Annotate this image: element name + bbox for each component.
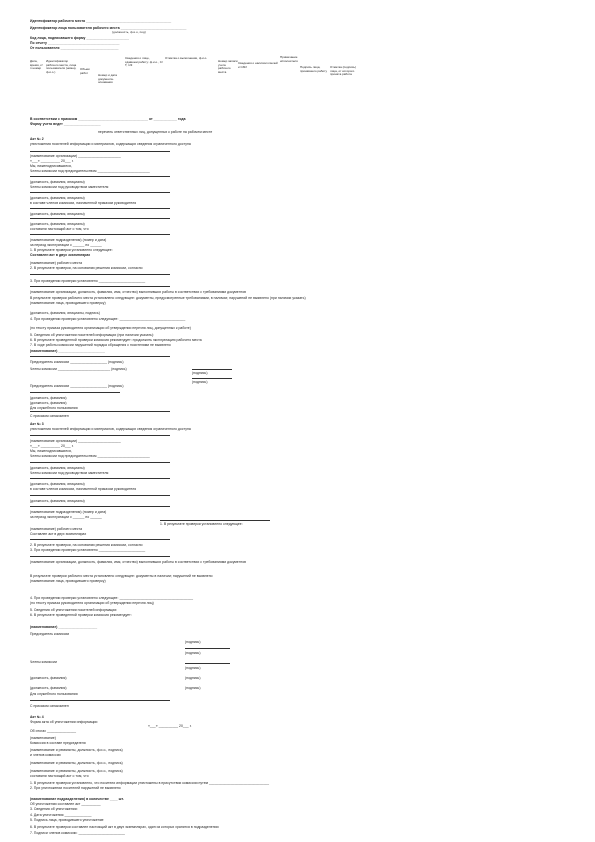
bottom-line-4: (наименование) [30, 736, 56, 740]
body-line-39: Для служебного пользования [30, 406, 78, 410]
body-line-12: в составе членов комиссии, назначенной приказом руководителя [30, 201, 137, 205]
mid-line-27: Члены комиссии [30, 660, 57, 664]
rule [30, 208, 170, 209]
body-line-3: Акт № 2 [30, 137, 44, 141]
body-line-32: (наименование) ________________________ [30, 349, 105, 353]
mid-line-14: (наименование) рабочего места [30, 527, 83, 531]
body-line-4: уничтожения носителей информации и материалов, содержащих сведения ограниченного доступа [30, 142, 191, 146]
body-line-23: (наименование организации, должность, фамилия, имя, отчество) выполнивших работы в соответствии с требованиями документов [30, 290, 247, 294]
bottom-line-17: 5. Подпись лица, проводившего уничтожение [30, 818, 104, 822]
body-line-16: (наименование подразделения) (номер и дата) [30, 238, 107, 242]
table-header-8: Примечание исполнителя [280, 55, 298, 63]
bottom-line-0: Акт № 4 [30, 715, 44, 719]
body-line-36: (подпись) [192, 380, 208, 384]
table-header-10: Отметка (подпись) лица, от которого принята работа [330, 65, 356, 77]
body-line-20: (наименование) рабочего места [30, 261, 83, 265]
bottom-line-12: 2. При уничтожении носителей нарушений не выявлено [30, 786, 121, 790]
mid-line-19: В результате проверки рабочего места установлено следующее: документы в наличии; нарушений не выявлено [30, 574, 213, 578]
mid-line-25: (наименование) ____________________ [30, 625, 98, 629]
mid-line-4: Мы, нижеподписавшиеся, [30, 449, 72, 453]
body-line-37: (должность, фамилия) [30, 396, 67, 400]
mid-line-0: Акт № 3 [30, 422, 44, 426]
rule [160, 520, 270, 521]
mid-sig-3: (подпись) [185, 666, 201, 670]
bottom-line-1: Форма акта об уничтожении информации [30, 720, 98, 724]
mid-line-28: (должность, фамилия) [30, 676, 67, 680]
mid-line-22: (по тексту приказа руководителя организации об утверждении перечня лиц) [30, 601, 154, 605]
body-line-34: Члены комиссии ___________________________ (подпись) [30, 367, 127, 371]
table-header-9: Подпись лица, принявшего работу [300, 65, 328, 73]
rule [30, 462, 170, 463]
mid-sig-1: (подпись) [185, 640, 201, 644]
rule [192, 369, 232, 370]
mid-line-18: (наименование организации, должность, фамилия, имя, отчество) выполнивших работы в соответствии с требованиями документов [30, 560, 247, 564]
bottom-line-10: составили настоящий акт о том, что [30, 774, 89, 778]
mid-line-30: Для служебного пользования [30, 692, 78, 696]
rule [30, 435, 170, 436]
rule [30, 234, 170, 235]
body-line-27: 4. При проведении проверки установлено следующее: __________________________________ [30, 317, 186, 321]
body-line-29: 5. Сведения об уничтожении носителей информации (при наличии указать): [30, 333, 155, 337]
header-line-1: Идентификатор рабочего места ____________________________________________ [30, 19, 172, 23]
rule [30, 392, 120, 393]
rule [30, 176, 170, 177]
body-line-28: (по тексту приказа руководителя организации об утверждении перечня лиц, допущенных к работе) [30, 326, 191, 330]
body-line-10: Члены комиссии под руководством заместителя [30, 185, 109, 189]
table-header-5: Отметка о выполнении, ф.и.о. [165, 56, 208, 60]
bottom-line-6: (наименование и реквизиты, должность, ф.и.о., подпись) [30, 748, 123, 752]
table-header-6: Номер записи учета рабочего места [218, 59, 238, 74]
mid-sig-5: (подпись) [185, 686, 201, 690]
rule [30, 218, 170, 219]
bottom-line-15: 3. Сведения об уничтожении: [30, 807, 78, 811]
body-line-13: (должность, фамилия, инициалы) [30, 212, 85, 216]
body-line-26: (должность, фамилия, инициалы, подпись) [30, 311, 100, 315]
mid-line-15: Составлен акт в двух экземплярах [30, 532, 87, 536]
header-line-5: От пользователя ______________________________ [30, 46, 119, 50]
mid-line-16: 2. В результате проверки, на основании решения комиссии, согласно [30, 543, 143, 547]
body-line-33: Председатель комиссии ___________________ (подпись) [30, 360, 124, 364]
mid-line-5: Члены комиссии под председательством ___________________________ [30, 454, 150, 458]
rule [30, 495, 170, 496]
bottom-line-14: Об уничтожении составлен акт __________ [30, 802, 101, 806]
table-header-3: Номер и дата документа-основания [98, 73, 117, 85]
mid-line-31: С приказом ознакомлен [30, 704, 69, 708]
body-line-14: (должность, фамилия, инициалы) [30, 222, 85, 226]
table-header-2: Объем работ [80, 67, 90, 75]
body-line-22: 3. При проведении проверки установлено ________________________ [30, 279, 146, 283]
body-line-25: (наименование лица, проводившего проверку) [30, 301, 106, 305]
body-line-0: В соответствии с приказом ____________________________________ от ____________ года [30, 117, 186, 121]
header-line-2-caption: (должность, ф.и.о, под) [112, 30, 146, 34]
rule [30, 556, 170, 557]
mid-line-1: уничтожения носителей информации и материалов, содержащих сведения ограниченного доступа [30, 427, 191, 431]
header-line-3: Код лица, подписавшего форму ______________________ [30, 36, 130, 40]
body-line-6: «___» __________ 20___ г. [30, 159, 74, 163]
bottom-line-5: Комиссия в составе председателя [30, 741, 86, 745]
body-line-24: В результате проверки рабочего места установлено следующее: документы, предусмотренные требованиями, в наличии; нарушений не выявлено (при наличии указать) [30, 296, 306, 300]
mid-line-13: 1. В результате проверки установлено следующее: [160, 522, 243, 526]
mid-line-11: (наименование подразделения) (номер и дата) [30, 510, 107, 514]
mid-line-17: 3. При проведении проверки установлено ________________________ [30, 548, 146, 552]
body-line-31: 7. В ходе работы комиссии нарушений порядка обращения с носителями не выявлено [30, 343, 171, 347]
body-line-1: Форму учета ведет ___________________ [30, 122, 101, 126]
body-line-9: (должность, фамилия, инициалы) [30, 180, 85, 184]
body-line-2: перечень ответственных лиц, допущенных к работе на рабочем месте [98, 130, 213, 134]
body-line-8: Члены комиссии под председательством ___________________________ [30, 169, 150, 173]
body-line-33b: Председатель комиссии ___________________ (подпись) [30, 384, 124, 388]
body-line-18: 1. В результате проверки установлено следующее: [30, 248, 113, 252]
body-line-7: Мы, нижеподписавшиеся, [30, 164, 72, 168]
rule [30, 478, 170, 479]
header-line-4: По отчету _____________________________________ [30, 41, 120, 45]
bottom-line-18: 6. В результате проверки составлен настоящий акт в двух экземплярах, один из которых хранится в подразделении [30, 825, 219, 829]
rule [30, 151, 170, 152]
rule [30, 192, 170, 193]
mid-line-10: (должность, фамилия, инициалы) [30, 499, 85, 503]
mid-line-3: «___» __________ 20___ г. [30, 444, 74, 448]
mid-line-26: Председатель комиссии [30, 632, 70, 636]
mid-line-2: (наименование организации) ______________________ [30, 439, 121, 443]
mid-line-29: (должность, фамилия) [30, 686, 67, 690]
rule [30, 539, 170, 540]
rule [30, 356, 170, 357]
mid-line-12: за период эксплуатации с ______ по ______ [30, 515, 102, 519]
bottom-line-7: и членов комиссии [30, 753, 61, 757]
body-line-30: 6. В результате проведенной проверки комиссия рекомендует: продолжить эксплуатацию рабочего места [30, 338, 202, 342]
bottom-line-19: 7. Подписи членов комиссии: ________________________ [30, 831, 125, 835]
header-line-2: Идентификатор лица пользователя рабочего места __________________________________ [30, 26, 187, 30]
mid-line-8: (должность, фамилия, инициалы) [30, 482, 85, 486]
table-header-7: Сведения о наличии ключей и СЗИ [238, 61, 278, 69]
rule [185, 663, 230, 664]
body-line-38: (должность, фамилия) [30, 401, 67, 405]
body-line-17: за период эксплуатации с ______ по ______ [30, 243, 102, 247]
table-header-4: Сведения о лице, сдавшем работу: ф.и.о., С/Т, 1/3 [125, 56, 163, 68]
table-header-1: Идентификатор рабочего места, лица пользователя (номер, ф.и.о.) [46, 59, 77, 74]
body-line-35: (подпись) [192, 371, 208, 375]
rule [30, 506, 170, 507]
body-line-19: Составлен акт в двух экземплярах [30, 253, 91, 257]
bottom-line-8: (наименование и реквизиты, должность, ф.и.о., подпись) [30, 761, 123, 765]
table-header-0: Дата, время, с/п номер [30, 59, 43, 71]
mid-sig-2: (подпись) [185, 651, 201, 655]
rule [192, 378, 232, 379]
rule [30, 274, 170, 275]
bottom-line-9: (наименование и реквизиты, должность, ф.и.о., подпись) [30, 769, 123, 773]
body-line-40: С приказом ознакомлен [30, 414, 69, 418]
rule [30, 411, 170, 412]
mid-line-24: 6. В результате проведенной проверки комиссия рекомендует: [30, 613, 132, 617]
body-line-11: (должность, фамилия, инициалы) [30, 196, 85, 200]
mid-line-6: (должность, фамилия, инициалы) [30, 466, 85, 470]
body-line-21: 2. В результате проверки, на основании решения комиссии, согласно [30, 266, 143, 270]
rule [30, 286, 170, 287]
bottom-line-11: 1. В результате проверки установлено, что носители информации уничтожены в присутствии комиссии путем _______________________________ [30, 781, 270, 785]
body-line-15: составили настоящий акт о том, что [30, 227, 89, 231]
bottom-line-2: «___» __________ 20___ г. [148, 724, 192, 728]
bottom-line-16: 4. Дата уничтожения ______________ [30, 813, 92, 817]
mid-line-20: (наименование лица, проводившего проверку) [30, 579, 106, 583]
mid-line-7: Члены комиссии под руководством заместителя [30, 471, 109, 475]
mid-sig-4: (подпись) [185, 676, 201, 680]
mid-line-21: 4. При проведении проверки установлено следующее: ______________________________________ [30, 596, 194, 600]
body-line-5: (наименование организации) ______________________ [30, 154, 121, 158]
bottom-line-13: (наименование подразделения) в количестве ____ шт. [30, 797, 124, 801]
rule [30, 700, 170, 701]
mid-line-23: 5. Сведения об уничтожении носителей информации: [30, 608, 118, 612]
mid-line-9: в составе членов комиссии, назначенной приказом руководителя [30, 487, 137, 491]
bottom-line-3: Об итогах _______________ [30, 729, 77, 733]
rule [185, 648, 230, 649]
